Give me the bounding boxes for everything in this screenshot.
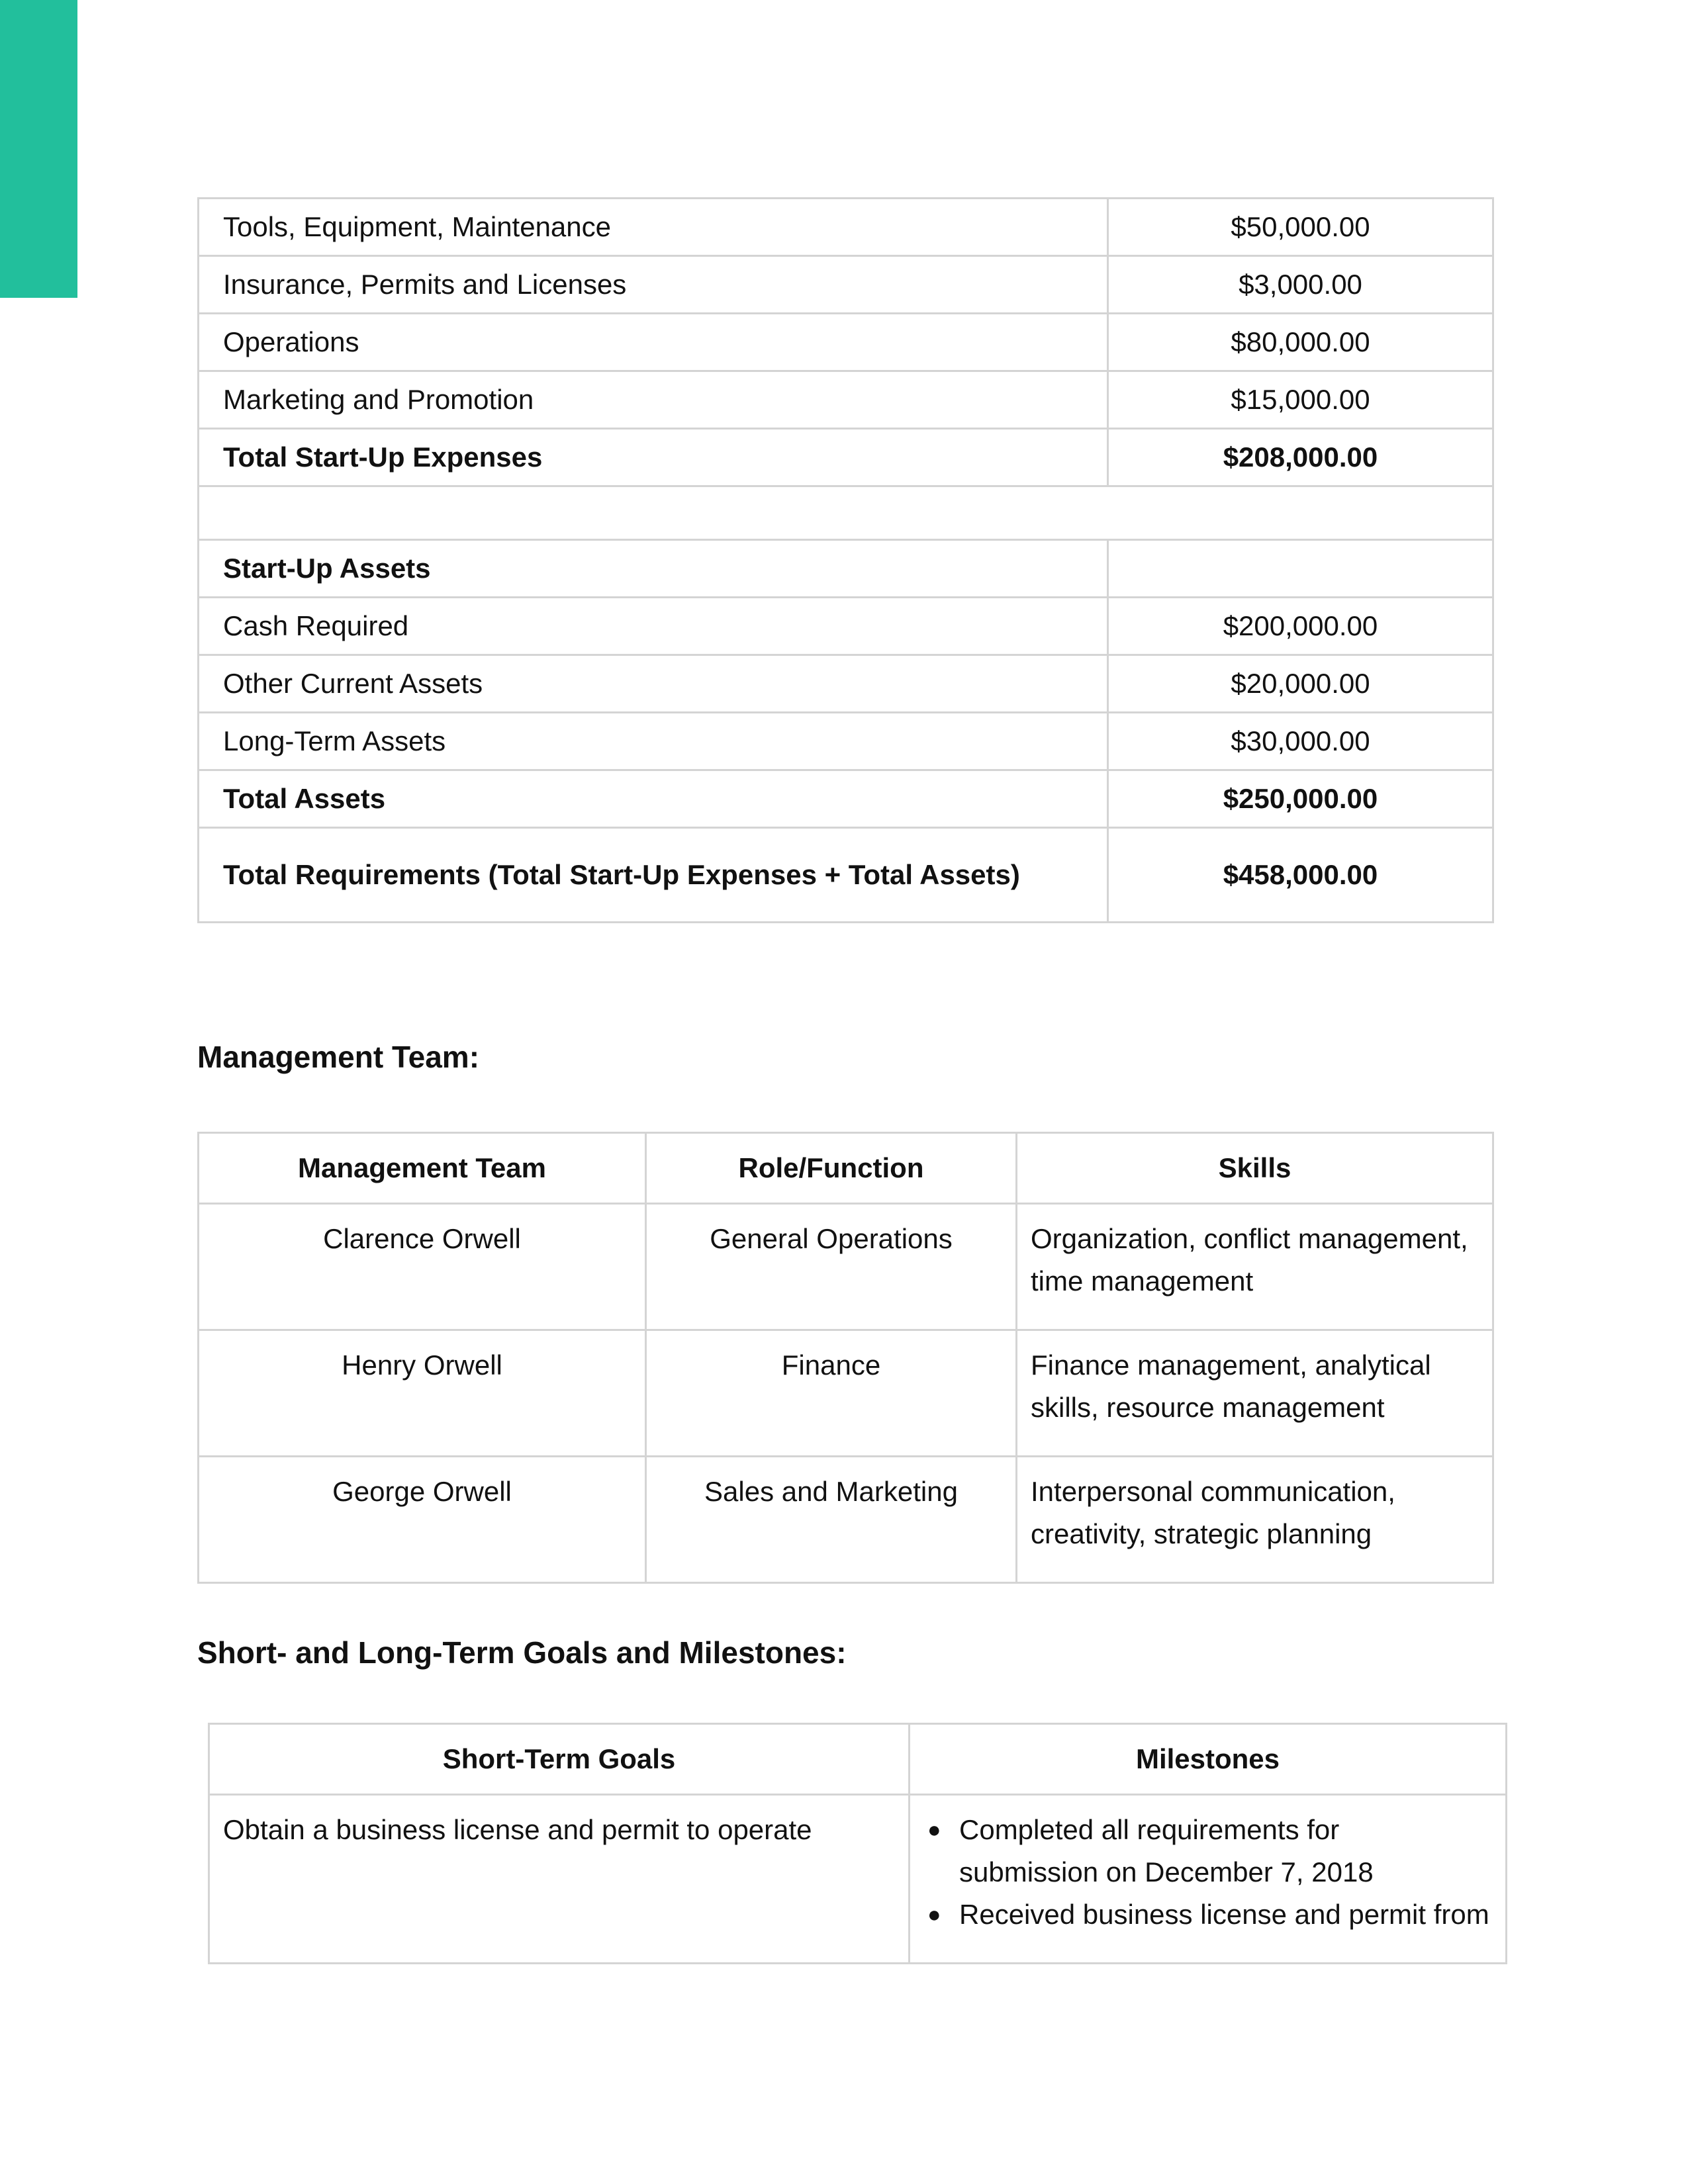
member-role: Sales and Marketing [646,1457,1017,1583]
expense-label: Operations [199,314,1108,371]
expense-amount: $50,000.00 [1108,199,1493,256]
column-header-skills: Skills [1017,1133,1493,1204]
expense-amount: $3,000.00 [1108,256,1493,314]
expense-amount: $15,000.00 [1108,371,1493,429]
total-expenses-amount: $208,000.00 [1108,429,1493,486]
milestone-line: Received business license and permit from [959,1899,1489,1930]
member-role: General Operations [646,1204,1017,1330]
list-item [923,1809,1492,1893]
column-header-team: Management Team [199,1133,646,1204]
table-header-row [209,1724,1507,1795]
total-requirements-amount: $458,000.00 [1108,828,1493,923]
total-assets-amount: $250,000.00 [1108,770,1493,828]
goals-table [208,1723,1507,1964]
total-requirements-label: Total Requirements (Total Start-Up Expenses + Total Assets) [199,828,1108,923]
asset-amount: $30,000.00 [1108,713,1493,770]
member-name: Clarence Orwell [199,1204,646,1330]
skills-line: creativity, strategic planning [1031,1518,1372,1549]
table-row [199,713,1493,770]
total-assets-label: Total Assets [199,770,1108,828]
column-header-role: Role/Function [646,1133,1017,1204]
goal-cell: Obtain a business license and permit to operate [209,1795,910,1964]
expense-amount: $80,000.00 [1108,314,1493,371]
milestone-line: submission on December 7, 2018 [959,1856,1374,1888]
table-row [199,598,1493,655]
asset-amount: $200,000.00 [1108,598,1493,655]
asset-amount: $20,000.00 [1108,655,1493,713]
column-header-short-term-goals: Short-Term Goals [209,1724,910,1795]
skills-line: Finance management, analytical [1031,1349,1431,1381]
column-header-milestones: Milestones [910,1724,1507,1795]
expense-label: Insurance, Permits and Licenses [199,256,1108,314]
table-row [199,655,1493,713]
skills-line: Organization, conflict management, [1031,1223,1468,1254]
startup-costs-table [197,197,1494,923]
expense-label: Marketing and Promotion [199,371,1108,429]
milestone-list [923,1809,1492,1936]
member-skills [1017,1457,1493,1583]
skills-line: Interpersonal communication, [1031,1476,1395,1507]
skills-line: skills, resource management [1031,1392,1385,1423]
bullet-icon: ● [927,1902,941,1927]
goals-heading: Short- and Long-Term Goals and Milestones: [197,1635,847,1670]
empty-cell [1108,540,1493,598]
table-row [199,371,1493,429]
member-role: Finance [646,1330,1017,1457]
assets-heading-row [199,540,1493,598]
total-expenses-row [199,429,1493,486]
list-item [923,1893,1492,1936]
member-name: George Orwell [199,1457,646,1583]
member-name: Henry Orwell [199,1330,646,1457]
milestone-line: Completed all requirements for [959,1814,1340,1845]
management-team-heading: Management Team: [197,1040,480,1074]
asset-label: Long-Term Assets [199,713,1108,770]
bullet-icon: ● [927,1817,941,1843]
table-header-row [199,1133,1493,1204]
table-row [199,256,1493,314]
asset-label: Cash Required [199,598,1108,655]
spacer-cell [199,486,1493,540]
milestones-cell [910,1795,1507,1964]
spacer-row [199,486,1493,540]
expense-label: Tools, Equipment, Maintenance [199,199,1108,256]
accent-bar [0,0,77,298]
table-row [209,1795,1507,1964]
table-row [199,314,1493,371]
member-skills [1017,1204,1493,1330]
total-requirements-row [199,828,1493,923]
table-row [199,1330,1493,1457]
member-skills [1017,1330,1493,1457]
table-row [199,199,1493,256]
table-row [199,1204,1493,1330]
assets-heading: Start-Up Assets [199,540,1108,598]
skills-line: time management [1031,1265,1254,1297]
management-team-table [197,1132,1494,1584]
total-assets-row [199,770,1493,828]
total-expenses-label: Total Start-Up Expenses [199,429,1108,486]
asset-label: Other Current Assets [199,655,1108,713]
table-row [199,1457,1493,1583]
